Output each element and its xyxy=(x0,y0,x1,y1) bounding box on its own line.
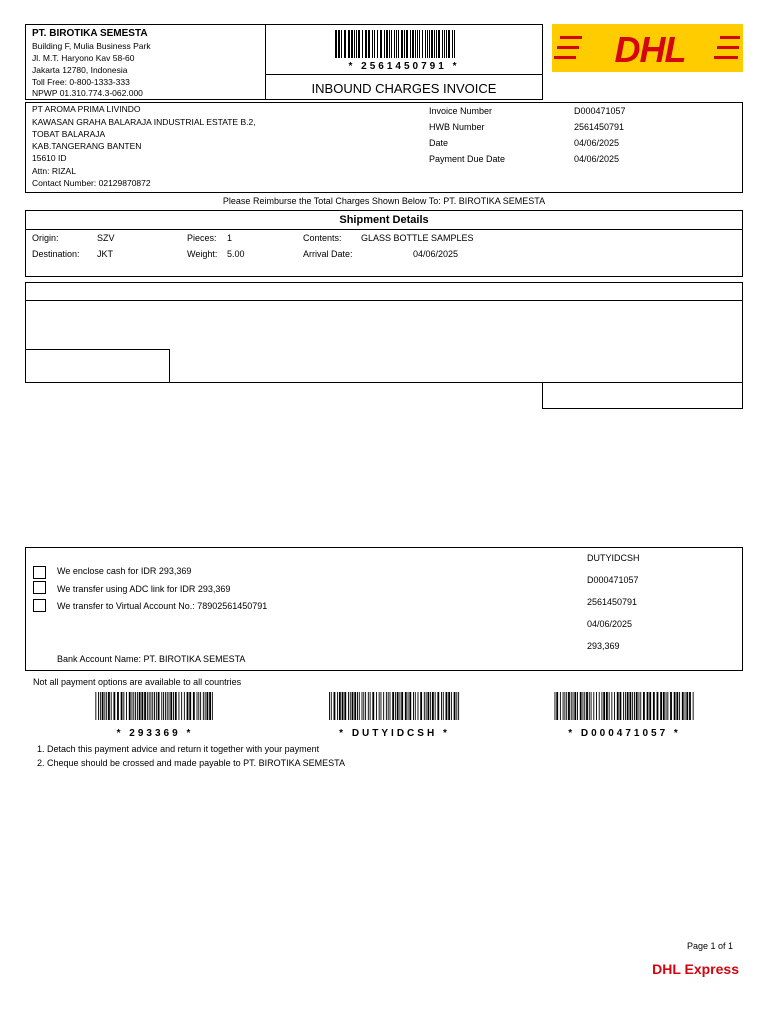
barcode-bar xyxy=(425,30,426,58)
barcode-bar xyxy=(206,692,208,720)
dhl-logo-text: DHL xyxy=(614,29,686,70)
consignee-line: 15610 ID xyxy=(32,153,67,163)
barcode-bar xyxy=(689,692,691,720)
barcode-bar xyxy=(377,30,378,58)
consignee-box xyxy=(25,102,743,193)
barcode-bar xyxy=(398,30,399,58)
adc-transfer-checkbox[interactable] xyxy=(33,581,46,594)
barcode-bar xyxy=(137,692,138,720)
barcode-bar xyxy=(405,692,407,720)
barcode-bar xyxy=(584,692,585,720)
reimburse-text: Please Reimburse the Total Charges Shown Below To: PT. BIROTIKA SEMESTA xyxy=(222,196,546,206)
sender-address-line: Jakarta 12780, Indonesia xyxy=(32,65,128,75)
barcode-bar xyxy=(432,692,434,720)
invoice-number-label: Invoice Number xyxy=(429,106,493,116)
barcode-bar xyxy=(444,30,445,58)
barcode-bar xyxy=(643,692,645,720)
barcode-bar xyxy=(634,692,635,720)
barcode-bar xyxy=(363,692,364,720)
barcode-bar xyxy=(417,30,418,58)
barcode-bar xyxy=(448,692,450,720)
sender-address-line: Building F, Mulia Business Park xyxy=(32,41,151,51)
barcode-bar xyxy=(660,692,662,720)
barcode-bar xyxy=(358,30,360,58)
barcode-bar xyxy=(381,692,382,720)
barcode-bar xyxy=(454,692,456,720)
barcode-bar xyxy=(410,30,411,58)
barcode-bar xyxy=(426,692,427,720)
barcode-bar xyxy=(446,30,447,58)
barcode-bar xyxy=(409,692,411,720)
barcode-bar xyxy=(348,692,349,720)
pieces-label: Pieces: xyxy=(187,233,217,243)
sender-address-line: NPWP 01.310.774.3-062.000 xyxy=(32,88,143,98)
barcode-bar xyxy=(666,692,667,720)
barcode-bar xyxy=(427,30,428,58)
invoice-number-value: D000471057 xyxy=(574,106,626,116)
pieces-value: 1 xyxy=(227,233,233,243)
barcode-bar xyxy=(420,692,422,720)
barcode-bar xyxy=(436,30,437,58)
amount-barcode-text: * 293369 * xyxy=(116,728,194,739)
shipment-details-box xyxy=(25,210,743,277)
barcode-bar xyxy=(205,692,206,720)
barcode-bar xyxy=(629,692,631,720)
barcode-bar xyxy=(165,692,166,720)
charges-subbox xyxy=(26,349,170,383)
barcode-bar xyxy=(617,692,619,720)
barcode-bar xyxy=(442,30,443,58)
invoice-barcode-text: * D000471057 * xyxy=(568,728,681,739)
payment-ref-date: 04/06/2025 xyxy=(587,619,633,629)
barcode-bar xyxy=(374,30,375,58)
barcode-bar xyxy=(212,692,213,720)
weight-label: Weight: xyxy=(187,249,218,259)
payment-ref-invoice: D000471057 xyxy=(587,575,639,585)
barcode-bar xyxy=(106,692,107,720)
consignee-line: TOBAT BALARAJA xyxy=(32,129,106,139)
barcode-bar xyxy=(203,692,204,720)
barcode-bar xyxy=(156,692,157,720)
barcode-bar xyxy=(95,692,96,720)
barcode-bar xyxy=(446,692,448,720)
consignee-line: KAWASAN GRAHA BALARAJA INDUSTRIAL ESTATE B.2, xyxy=(32,117,256,127)
hwb-number-label: HWB Number xyxy=(429,122,485,132)
barcode-bar xyxy=(184,692,185,720)
barcode-bar xyxy=(139,692,141,720)
barcode-bar xyxy=(100,692,101,720)
barcode-bar xyxy=(200,692,201,720)
barcode-bar xyxy=(627,692,629,720)
barcode-bar xyxy=(198,692,199,720)
barcode-bar xyxy=(391,30,392,58)
barcode-bar xyxy=(209,692,211,720)
barcode-bar xyxy=(568,692,570,720)
barcode-bar xyxy=(438,30,440,58)
barcode-bar xyxy=(388,692,389,720)
barcode-bar xyxy=(574,692,576,720)
barcode-bar xyxy=(431,30,433,58)
barcode-bar xyxy=(329,692,330,720)
virtual-account-checkbox[interactable] xyxy=(33,599,46,612)
barcode-bar xyxy=(126,692,127,720)
adc-option-label: We transfer using ADC link for IDR 293,369 xyxy=(57,584,231,594)
barcode-bar xyxy=(354,692,356,720)
date-label: Date xyxy=(429,138,449,148)
barcode-bar xyxy=(415,30,416,58)
barcode-bar xyxy=(338,30,340,58)
barcode-bar xyxy=(368,692,369,720)
barcode-bar xyxy=(577,692,578,720)
barcode-bar xyxy=(412,30,414,58)
barcode-bar xyxy=(401,692,403,720)
barcode-bar xyxy=(682,692,684,720)
consignee-line: Contact Number: 02129870872 xyxy=(32,178,151,188)
origin-label: Origin: xyxy=(32,233,59,243)
cash-option-label: We enclose cash for IDR 293,369 xyxy=(57,566,192,576)
barcode-bar xyxy=(589,692,590,720)
barcode-bar xyxy=(573,692,574,720)
barcode-bar xyxy=(394,30,395,58)
amount-barcode xyxy=(89,692,221,720)
barcode-bar xyxy=(611,692,612,720)
footer-brand: DHL Express xyxy=(652,961,739,977)
barcode-bar xyxy=(693,692,694,720)
barcode-bar xyxy=(121,692,123,720)
barcode-bar xyxy=(334,692,336,720)
barcode-bar xyxy=(397,692,399,720)
barcode-bar xyxy=(376,692,377,720)
barcode-bar xyxy=(380,30,382,58)
barcode-bar xyxy=(342,692,344,720)
sender-name: PT. BIROTIKA SEMESTA xyxy=(32,28,148,39)
barcode-bar xyxy=(133,692,134,720)
sender-box xyxy=(25,24,266,100)
barcode-bar xyxy=(356,30,357,58)
barcode-bar xyxy=(386,30,388,58)
shipment-divider xyxy=(26,229,742,230)
barcode-bar xyxy=(341,30,342,58)
barcode-bar xyxy=(429,30,430,58)
payment-ref-amount: 293,369 xyxy=(587,641,620,651)
barcode-bar xyxy=(379,692,380,720)
barcode-bar xyxy=(167,692,168,720)
barcode-bar xyxy=(348,30,350,58)
barcode-bar xyxy=(396,30,397,58)
barcode-bar xyxy=(418,692,419,720)
barcode-bar xyxy=(434,30,435,58)
barcode-bar xyxy=(175,692,177,720)
hwb-number-value: 2561450791 xyxy=(574,122,625,132)
barcode-bar xyxy=(632,692,633,720)
barcode-bar xyxy=(596,692,597,720)
sender-address-line: Jl. M.T. Haryono Kav 58-60 xyxy=(32,53,135,63)
barcode-bar xyxy=(181,692,182,720)
shipment-details-title: Shipment Details xyxy=(339,214,429,226)
barcode-bar xyxy=(352,692,354,720)
barcode-bar xyxy=(670,692,672,720)
barcode-bar xyxy=(674,692,676,720)
barcode-bar xyxy=(555,692,556,720)
total-box xyxy=(542,382,743,409)
barcode-bar xyxy=(556,692,558,720)
barcode-bar xyxy=(404,30,405,58)
barcode-bar xyxy=(413,692,414,720)
barcode-bar xyxy=(144,692,146,720)
barcode-bar xyxy=(456,692,457,720)
barcode-bar xyxy=(113,692,115,720)
barcode-bar xyxy=(593,692,594,720)
barcode-bar xyxy=(571,692,572,720)
barcode-bar xyxy=(401,30,403,58)
barcode-bar xyxy=(395,692,396,720)
barcode-bar xyxy=(365,30,367,58)
barcode-bar xyxy=(591,692,592,720)
barcode-bar xyxy=(149,692,150,720)
invoice-barcode xyxy=(547,692,702,720)
origin-value: SZV xyxy=(97,233,115,243)
barcode-bar xyxy=(370,692,371,720)
barcode-bar xyxy=(422,30,423,58)
barcode-bar xyxy=(147,692,148,720)
barcode-bar xyxy=(108,692,110,720)
barcode-bar xyxy=(564,692,565,720)
barcode-bar xyxy=(606,692,608,720)
page-number: Page 1 of 1 xyxy=(686,941,733,951)
barcode-bar xyxy=(406,30,408,58)
barcode-bar xyxy=(189,692,191,720)
barcode-bar xyxy=(337,692,338,720)
barcode-bar xyxy=(178,692,179,720)
barcode-bar xyxy=(580,692,582,720)
barcode-bar xyxy=(339,692,341,720)
barcode-bar xyxy=(560,692,561,720)
destination-value: JKT xyxy=(97,249,114,259)
barcode-bar xyxy=(603,692,605,720)
barcode-bar xyxy=(187,692,189,720)
barcode-bar xyxy=(331,692,332,720)
barcode-bar xyxy=(640,692,641,720)
barcode-bar xyxy=(123,692,124,720)
barcode-bar xyxy=(197,692,198,720)
barcode-bar xyxy=(344,30,346,58)
barcode-bar xyxy=(350,692,351,720)
duty-barcode-text: * DUTYIDCSH * xyxy=(339,728,450,739)
dhl-logo xyxy=(552,24,743,72)
barcode-bar xyxy=(161,692,162,720)
barcode-bar xyxy=(169,692,170,720)
barcode-bar xyxy=(117,692,119,720)
payment-availability-note: Not all payment options are available to all countries xyxy=(33,677,242,687)
barcode-bar xyxy=(649,692,651,720)
virtual-account-option-label: We transfer to Virtual Account No.: 78902561450791 xyxy=(57,601,268,611)
barcode-bar xyxy=(663,692,665,720)
barcode-bar xyxy=(458,692,459,720)
barcode-bar xyxy=(384,30,385,58)
barcode-bar xyxy=(427,692,429,720)
destination-label: Destination: xyxy=(32,249,80,259)
invoice-title-box xyxy=(265,24,543,100)
contents-value: GLASS BOTTLE SAMPLES xyxy=(361,233,474,243)
dhl-logo-mark xyxy=(552,24,743,72)
payment-due-value: 04/06/2025 xyxy=(574,154,620,164)
sender-address-line: Toll Free: 0-800-1333-333 xyxy=(32,77,130,87)
date-value: 04/06/2025 xyxy=(574,138,620,148)
instruction-line: 2. Cheque should be crossed and made payable to PT. BIROTIKA SEMESTA xyxy=(37,758,345,768)
barcode-bar xyxy=(563,692,564,720)
barcode-bar xyxy=(193,692,195,720)
weight-value: 5.00 xyxy=(227,249,245,259)
barcode-bar xyxy=(389,30,390,58)
barcode-bar xyxy=(454,30,455,58)
barcode-bar xyxy=(357,692,358,720)
barcode-bar xyxy=(102,692,104,720)
payment-advice-box xyxy=(25,547,743,671)
barcode-bar xyxy=(609,692,610,720)
barcode-bar xyxy=(170,692,172,720)
barcode-bar xyxy=(344,692,346,720)
contents-label: Contents: xyxy=(303,233,342,243)
barcode-bar xyxy=(441,692,442,720)
barcode-bar xyxy=(150,692,151,720)
payment-due-label: Payment Due Date xyxy=(429,154,506,164)
duty-barcode xyxy=(322,692,467,720)
barcode-bar xyxy=(365,692,366,720)
barcode-bar xyxy=(362,30,363,58)
barcode-bar xyxy=(408,692,409,720)
barcode-bar xyxy=(601,692,602,720)
barcode-bar xyxy=(430,692,431,720)
barcode-bar xyxy=(679,692,680,720)
barcode-bar xyxy=(362,692,363,720)
barcode-bar xyxy=(335,30,337,58)
barcode-bar xyxy=(419,30,420,58)
barcode-bar xyxy=(452,30,453,58)
barcode-bar xyxy=(686,692,688,720)
hwb-barcode-text: * 2561450791 * xyxy=(348,61,460,72)
barcode-bar xyxy=(354,30,355,58)
barcode-bar xyxy=(372,692,374,720)
barcode-bar xyxy=(359,692,360,720)
barcode-bar xyxy=(667,692,668,720)
barcode-bar xyxy=(372,30,373,58)
barcode-bar xyxy=(623,692,624,720)
barcode-bar xyxy=(583,692,584,720)
barcode-bar xyxy=(111,692,112,720)
consignee-line: KAB.TANGERANG BANTEN xyxy=(32,141,142,151)
barcode-bar xyxy=(685,692,686,720)
bank-account-name: Bank Account Name: PT. BIROTIKA SEMESTA xyxy=(57,654,246,664)
barcode-bar xyxy=(639,692,640,720)
barcode-bar xyxy=(625,692,626,720)
barcode-bar xyxy=(141,692,143,720)
charges-table xyxy=(25,282,743,383)
barcode-bar xyxy=(566,692,567,720)
barcode-bar xyxy=(163,692,164,720)
instruction-line: 1. Detach this payment advice and return it together with your payment xyxy=(37,744,320,754)
barcode-bar xyxy=(399,692,400,720)
cash-checkbox[interactable] xyxy=(33,566,46,579)
barcode-bar xyxy=(154,692,155,720)
barcode-bar xyxy=(98,692,99,720)
barcode-bar xyxy=(152,692,153,720)
payment-ref-duty: DUTYIDCSH xyxy=(587,553,640,563)
barcode-bar xyxy=(424,692,425,720)
arrival-date-label: Arrival Date: xyxy=(303,249,353,259)
barcode-bar xyxy=(129,692,131,720)
barcode-bar xyxy=(599,692,600,720)
charges-header-divider xyxy=(26,300,742,301)
barcode-bar xyxy=(653,692,655,720)
payment-ref-hwb: 2561450791 xyxy=(587,597,638,607)
barcode-bar xyxy=(173,692,174,720)
barcode-bar xyxy=(586,692,588,720)
barcode-bar xyxy=(448,30,450,58)
barcode-bar xyxy=(351,30,353,58)
barcode-bar xyxy=(614,692,615,720)
barcode-bar xyxy=(657,692,659,720)
barcode-bar xyxy=(676,692,678,720)
arrival-date-value: 04/06/2025 xyxy=(413,249,459,259)
barcode-bar xyxy=(390,692,391,720)
barcode-bar xyxy=(368,30,370,58)
barcode-bar xyxy=(415,692,416,720)
page-title: INBOUND CHARGES INVOICE xyxy=(311,81,497,96)
barcode-bar xyxy=(135,692,136,720)
barcode-bar xyxy=(158,692,160,720)
title-divider xyxy=(266,74,542,75)
barcode-bar xyxy=(620,692,622,720)
barcode-bar xyxy=(451,692,452,720)
consignee-line: Attn: RIZAL xyxy=(32,166,76,176)
barcode-bar xyxy=(647,692,649,720)
barcode-bar xyxy=(132,692,133,720)
barcode-bar xyxy=(435,692,436,720)
hwb-barcode xyxy=(335,30,457,58)
barcode-bar xyxy=(104,692,105,720)
barcode-bar xyxy=(443,692,444,720)
barcode-bar xyxy=(383,692,384,720)
consignee-line: PT AROMA PRIMA LIVINDO xyxy=(32,104,141,114)
barcode-bar xyxy=(386,692,387,720)
barcode-bar xyxy=(392,692,394,720)
barcode-bar xyxy=(636,692,638,720)
barcode-bar xyxy=(437,692,439,720)
